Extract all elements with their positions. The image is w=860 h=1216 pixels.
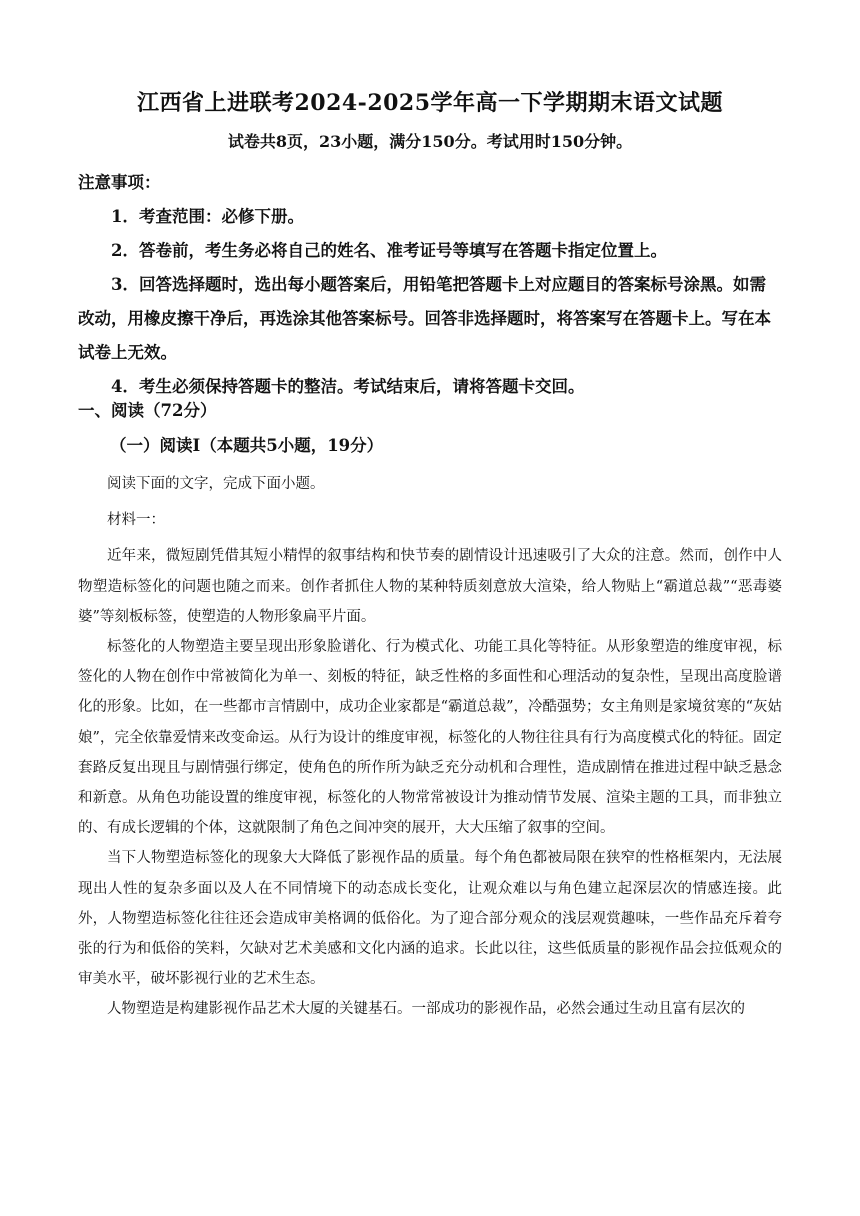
notice-item: 4．考生必须保持答题卡的整洁。考试结束后，请将答题卡交回。: [111, 377, 585, 396]
section-heading: 一、阅读（72分）: [78, 401, 217, 420]
notice-item: 2．答卷前，考生务必将自己的姓名、准考证号等填写在答题卡指定位置上。: [111, 241, 667, 260]
subsection-heading: （一）阅读Ⅰ（本题共5小题，19分）: [110, 436, 384, 455]
material-label: 材料一：: [107, 512, 165, 529]
passage-paragraph: 近年来，微短剧凭借其短小精悍的叙事结构和快节奏的剧情设计迅速吸引了大众的注意。然而，创作中人物塑造标签化的问题也随之而来。创作者抓住人物的某种特质刻意放大渲染，给人物贴上“霸道总裁”“恶毒婆婆”等刻板标签，使塑造的人物形象扁平片面。: [78, 548, 782, 625]
notice-block: [78, 166, 782, 404]
notice-heading: 注意事项：: [78, 173, 161, 192]
passage-paragraph: 当下人物塑造标签化的现象大大降低了影视作品的质量。每个角色都被局限在狭窄的性格框架内，无法展现出人性的复杂多面以及人在不同情境下的动态成长变化，让观众难以与角色建立起深层次的情感连接。此外，人物塑造标签化往往还会造成审美格调的低俗化。为了迎合部分观众的浅层观赏趣味，一些作品充斥着夸张的行为和低俗的笑料，欠缺对艺术美感和文化内涵的追求。长此以往，这些低质量的影视作品会拉低观众的审美水平，破坏影视行业的艺术生态。: [78, 850, 782, 988]
exam-info: 试卷共8页，23小题，满分150分。考试用时150分钟。: [227, 132, 633, 151]
notice-item: 1．考查范围：必修下册。: [111, 207, 304, 226]
page-title: 江西省上进联考2024-2025学年高一下学期期末语文试题: [136, 90, 724, 116]
passage-paragraph: 人物塑造是构建影视作品艺术大厦的关键基石。一部成功的影视作品，必然会通过生动且富有层次的: [107, 1001, 745, 1018]
reading-passage: [78, 469, 782, 1025]
passage-paragraph: 标签化的人物塑造主要呈现出形象脸谱化、行为模式化、功能工具化等特征。从形象塑造的维度审视，标签化的人物在创作中常被简化为单一、刻板的特征，缺乏性格的多面性和心理活动的复杂性，呈现出高度脸谱化的形象。比如，在一些都市言情剧中，成功企业家都是“霸道总裁”，冷酷强势；女主角则是家境贫寒的“灰姑娘”，完全依靠爱情来改变命运。从行为设计的维度审视，标签化的人物往往具有行为高度模式化的特征。固定套路反复出现且与剧情强行绑定，使角色的所作所为缺乏充分动机和合理性，造成剧情在推进过程中缺乏悬念和新意。从角色功能设置的维度审视，标签化的人物常常被设计为推动情节发展、渲染主题的工具，而非独立的、有成长逻辑的个体，这就限制了角色之间冲突的展开，大大压缩了叙事的空间。: [78, 639, 782, 837]
instruction-text: 阅读下面的文字，完成下面小题。: [107, 476, 325, 492]
notice-item: 3．回答选择题时，选出每小题答案后，用铅笔把答题卡上对应题目的答案标号涂黑。如需改动，用橡皮擦干净后，再选涂其他答案标号。回答非选择题时，将答案写在答题卡上。写在本试卷上无效。: [78, 275, 771, 362]
